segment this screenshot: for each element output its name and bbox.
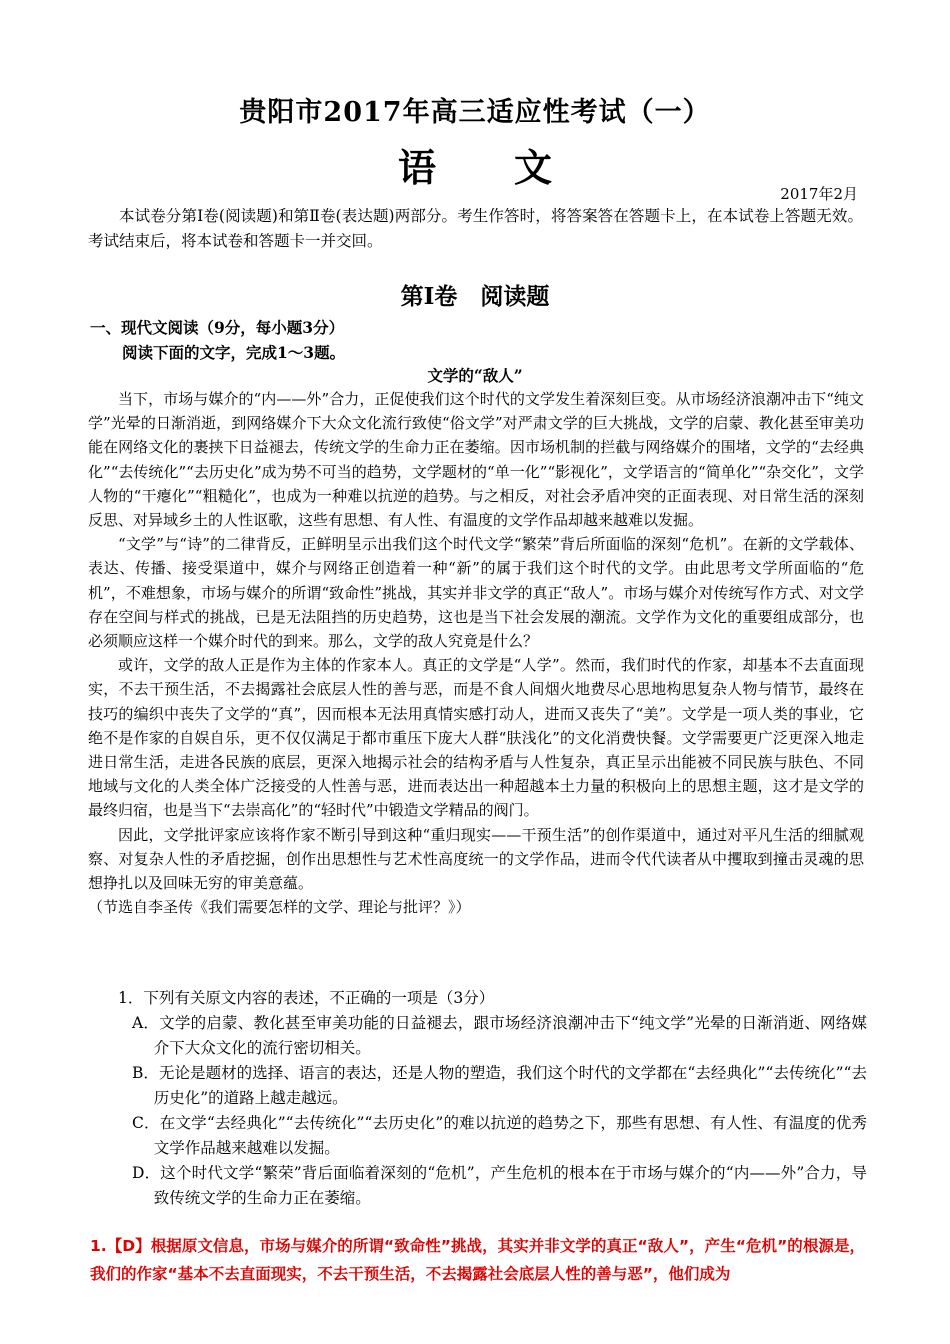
article-title: 文学的“敌人” <box>427 366 523 385</box>
question-1-option-b: B．无论是题材的选择、语言的表达，还是人物的塑造，我们这个时代的文学都在“去经典化”“去传统化”“去历史化”的道路上越走越远。 <box>132 1064 867 1107</box>
article-body <box>88 387 864 919</box>
exam-title: 贵阳市2017年高三适应性考试（一） <box>239 97 711 128</box>
question-1-option-c: C．在文学“去经典化”“去传统化”“去历史化”的难以抗逆的趋势之下，那些有思想、有人性、有温度的优秀文学作品越来越难以发掘。 <box>132 1114 867 1157</box>
section-heading: 一、现代文阅读（9分，每小题3分） <box>90 318 345 337</box>
exam-instructions: 本试卷分第Ⅰ卷(阅读题)和第Ⅱ卷(表达题)两部分。考生作答时，将答案答在答题卡上，在本试卷上答题无效。考试结束后，将本试卷和答题卡一并交回。 <box>88 207 863 250</box>
section-instruction: 阅读下面的文字，完成1～3题。 <box>122 343 346 362</box>
article-source: （节选自李圣传《我们需要怎样的文学、理论与批评？》） <box>88 898 471 917</box>
article-paragraph: 因此，文学批评家应该将作家不断引导到这种“重归现实——干预生活”的创作渠道中，通过对平凡生活的细腻观察、对复杂人性的矛盾挖掘，创作出思想性与艺术性高度统一的文学作品，进而令代代读者从中攫取到撞击灵魂的思想挣扎以及回味无穷的审美意蕴。 <box>88 825 864 893</box>
subject-char-2: 文 <box>514 145 553 190</box>
question-1-option-a: A．文学的启蒙、教化甚至审美功能的日益褪去，跟市场经济浪潮冲击下“纯文学”光晕的日渐消逝、网络媒介下大众文化的流行密切相关。 <box>132 1014 867 1057</box>
part-title: 第Ⅰ卷 阅读题 <box>400 283 550 310</box>
question-1-option-d: D．这个时代文学“繁荣”背后面临着深刻的“危机”，产生危机的根本在于市场与媒介的“内——外”合力，导致传统文学的生命力正在萎缩。 <box>132 1164 867 1207</box>
subject-char-1: 语 <box>397 145 436 190</box>
question-1-stem: 1．下列有关原文内容的表述，不正确的一项是（3分） <box>118 989 495 1007</box>
article-paragraph: 当下，市场与媒介的“内——外”合力，正促使我们这个时代的文学发生着深刻巨变。从市场经济浪潮冲击下“纯文学”光晕的日渐消逝，到网络媒介下大众文化流行致使“俗文学”对严肃文学的巨大挑战，文学的启蒙、教化甚至审美功能在网络文化的裹挟下日益褪去，传统文学的生命力正在萎缩。因市场机制的拦截与网络媒介的围堵，文学的“去经典化”“去传统化”“去历史化”成为势不可当的趋势，文学题材的“单一化”“影视化”，文学语言的“简单化”“杂交化”，文学人物的“干瘪化”“粗糙化”，也成为一种难以抗逆的趋势。与之相反，对社会矛盾冲突的正面表现、对日常生活的深刻反思、对异域乡土的人性讴歌，这些有思想、有人性、有温度的文学作品却越来越难以发掘。 <box>88 390 864 530</box>
article-paragraph: 或许，文学的敌人正是作为主体的作家本人。真正的文学是“人学”。然而，我们时代的作家，却基本不去直面现实，不去干预生活，不去揭露社会底层人性的善与恶，而是不食人间烟火地费尽心思地构思复杂人物与情节，最终在技巧的编织中丧失了文学的“真”，因而根本无法用真情实感打动人，进而又丧失了“美”。文学是一项人类的事业，它绝不是作家的自娱自乐，更不仅仅满足于都市重压下庞大人群“肤浅化”的文化消费快餐。文学需要更广泛更深入地走进日常生活，走进各民族的底层，更深入地揭示社会的结构矛盾与人性复杂，真正呈示出能被不同民族与肤色、不同地域与文化的人类全体广泛接受的人性善与恶，进而表达出一种超越本土力量的积极向上的思想主题，这才是文学的最终归宿，也是当下“去崇高化”的“轻时代”中锻造文学精品的阀门。 <box>88 656 864 820</box>
article-paragraph: “文学”与“诗”的二律背反，正鲜明呈示出我们这个时代文学“繁荣”背后所面临的深刻“危机”。在新的文学载体、表达、传播、接受渠道中，媒介与网络正创造着一种“新”的属于我们这个时代的文学。由此思考文学所面临的“危机”，不难想象，市场与媒介的所谓“致命性”挑战，其实并非文学的真正“敌人”。市场与媒介对传统写作方式、对文学存在空间与样式的挑战，已是无法阻挡的历史趋势，这也是当下社会发展的潮流。文学作为文化的重要组成部分，也必须顺应这样一个媒介时代的到来。那么，文学的敌人究竟是什么？ <box>88 535 864 651</box>
question-1-answer: 1.【D】根据原文信息，市场与媒介的所谓“致命性”挑战，其实并非文学的真正“敌人”，产生“危机”的根源是，我们的作家“基本不去直面现实，不去干预生活，不去揭露社会底层人性的善与恶”，他们成为 <box>90 1237 865 1283</box>
exam-date: 2017年2月 <box>780 185 858 203</box>
